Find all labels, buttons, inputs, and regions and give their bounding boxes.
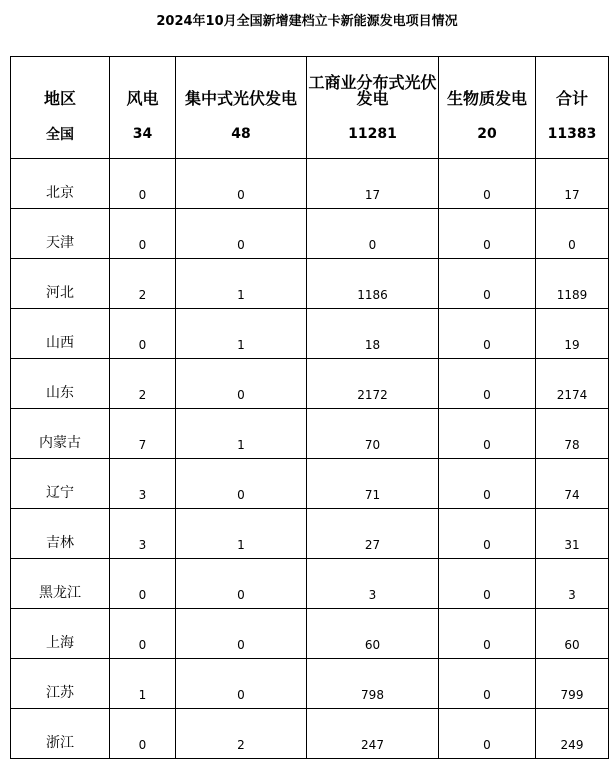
sum-cell: 0 — [536, 209, 609, 259]
wind-cell: 2 — [110, 259, 176, 309]
region-cell: 河北 — [11, 259, 110, 309]
central-pv-cell: 1 — [176, 309, 307, 359]
column-header-region: 地区 — [11, 57, 110, 110]
distributed-pv-cell: 18 — [307, 309, 439, 359]
table-row — [11, 259, 609, 309]
region-cell: 天津 — [11, 209, 110, 259]
table-row — [11, 509, 609, 559]
biomass-cell: 0 — [439, 659, 536, 709]
central-pv-cell: 0 — [176, 609, 307, 659]
region-cell: 辽宁 — [11, 459, 110, 509]
biomass-cell: 0 — [439, 259, 536, 309]
wind-cell: 3 — [110, 509, 176, 559]
wind-cell: 1 — [110, 659, 176, 709]
region-cell: 黑龙江 — [11, 559, 110, 609]
wind-cell: 0 — [110, 559, 176, 609]
sum-cell: 74 — [536, 459, 609, 509]
distributed-pv-cell: 3 — [307, 559, 439, 609]
sum-cell: 249 — [536, 709, 609, 759]
table-row — [11, 559, 609, 609]
region-cell: 吉林 — [11, 509, 110, 559]
total-distributed-pv-cell: 11281 — [307, 109, 439, 159]
region-cell: 浙江 — [11, 709, 110, 759]
table-row — [11, 309, 609, 359]
sum-cell: 78 — [536, 409, 609, 459]
central-pv-cell: 1 — [176, 259, 307, 309]
wind-cell: 0 — [110, 309, 176, 359]
region-cell: 北京 — [11, 159, 110, 209]
region-cell: 山西 — [11, 309, 110, 359]
table-row — [11, 359, 609, 409]
wind-cell: 0 — [110, 209, 176, 259]
data-table — [10, 56, 609, 759]
distributed-pv-cell: 798 — [307, 659, 439, 709]
wind-cell: 7 — [110, 409, 176, 459]
column-header-distributed-pv: 工商业分布式光伏发电 — [307, 57, 439, 110]
wind-cell: 3 — [110, 459, 176, 509]
distributed-pv-cell: 27 — [307, 509, 439, 559]
distributed-pv-cell: 70 — [307, 409, 439, 459]
sum-cell: 1189 — [536, 259, 609, 309]
region-cell: 江苏 — [11, 659, 110, 709]
total-sum-cell: 11383 — [536, 109, 609, 159]
wind-cell: 0 — [110, 159, 176, 209]
distributed-pv-cell: 1186 — [307, 259, 439, 309]
central-pv-cell: 0 — [176, 559, 307, 609]
sum-cell: 3 — [536, 559, 609, 609]
column-header-total: 合计 — [536, 57, 609, 110]
biomass-cell: 0 — [439, 709, 536, 759]
biomass-cell: 0 — [439, 209, 536, 259]
sum-cell: 2174 — [536, 359, 609, 409]
distributed-pv-cell: 71 — [307, 459, 439, 509]
table-row — [11, 209, 609, 259]
column-header-biomass: 生物质发电 — [439, 57, 536, 110]
table-row — [11, 609, 609, 659]
column-header-wind: 风电 — [110, 57, 176, 110]
region-cell: 内蒙古 — [11, 409, 110, 459]
wind-cell: 0 — [110, 609, 176, 659]
central-pv-cell: 2 — [176, 709, 307, 759]
wind-cell: 2 — [110, 359, 176, 409]
central-pv-cell: 0 — [176, 159, 307, 209]
central-pv-cell: 0 — [176, 459, 307, 509]
biomass-cell: 0 — [439, 459, 536, 509]
table-row — [11, 459, 609, 509]
table-row — [11, 159, 609, 209]
total-wind-cell: 34 — [110, 109, 176, 159]
biomass-cell: 0 — [439, 309, 536, 359]
distributed-pv-cell: 247 — [307, 709, 439, 759]
table-row — [11, 709, 609, 759]
central-pv-cell: 0 — [176, 359, 307, 409]
central-pv-cell: 1 — [176, 409, 307, 459]
sum-cell: 17 — [536, 159, 609, 209]
biomass-cell: 0 — [439, 409, 536, 459]
column-header-central-pv: 集中式光伏发电 — [176, 57, 307, 110]
sum-cell: 799 — [536, 659, 609, 709]
page-title: 2024年10月全国新增建档立卡新能源发电项目情况 — [156, 14, 458, 29]
table-row — [11, 659, 609, 709]
central-pv-cell: 0 — [176, 659, 307, 709]
total-biomass-cell: 20 — [439, 109, 536, 159]
central-pv-cell: 1 — [176, 509, 307, 559]
biomass-cell: 0 — [439, 509, 536, 559]
wind-cell: 0 — [110, 709, 176, 759]
total-region-cell: 全国 — [11, 109, 110, 159]
distributed-pv-cell: 17 — [307, 159, 439, 209]
header-row — [11, 57, 609, 110]
national-total-row — [11, 109, 609, 159]
central-pv-cell: 0 — [176, 209, 307, 259]
biomass-cell: 0 — [439, 609, 536, 659]
distributed-pv-cell: 60 — [307, 609, 439, 659]
region-cell: 上海 — [11, 609, 110, 659]
biomass-cell: 0 — [439, 359, 536, 409]
total-central-pv-cell: 48 — [176, 109, 307, 159]
sum-cell: 60 — [536, 609, 609, 659]
biomass-cell: 0 — [439, 559, 536, 609]
distributed-pv-cell: 2172 — [307, 359, 439, 409]
distributed-pv-cell: 0 — [307, 209, 439, 259]
biomass-cell: 0 — [439, 159, 536, 209]
table-row — [11, 409, 609, 459]
sum-cell: 19 — [536, 309, 609, 359]
region-cell: 山东 — [11, 359, 110, 409]
sum-cell: 31 — [536, 509, 609, 559]
